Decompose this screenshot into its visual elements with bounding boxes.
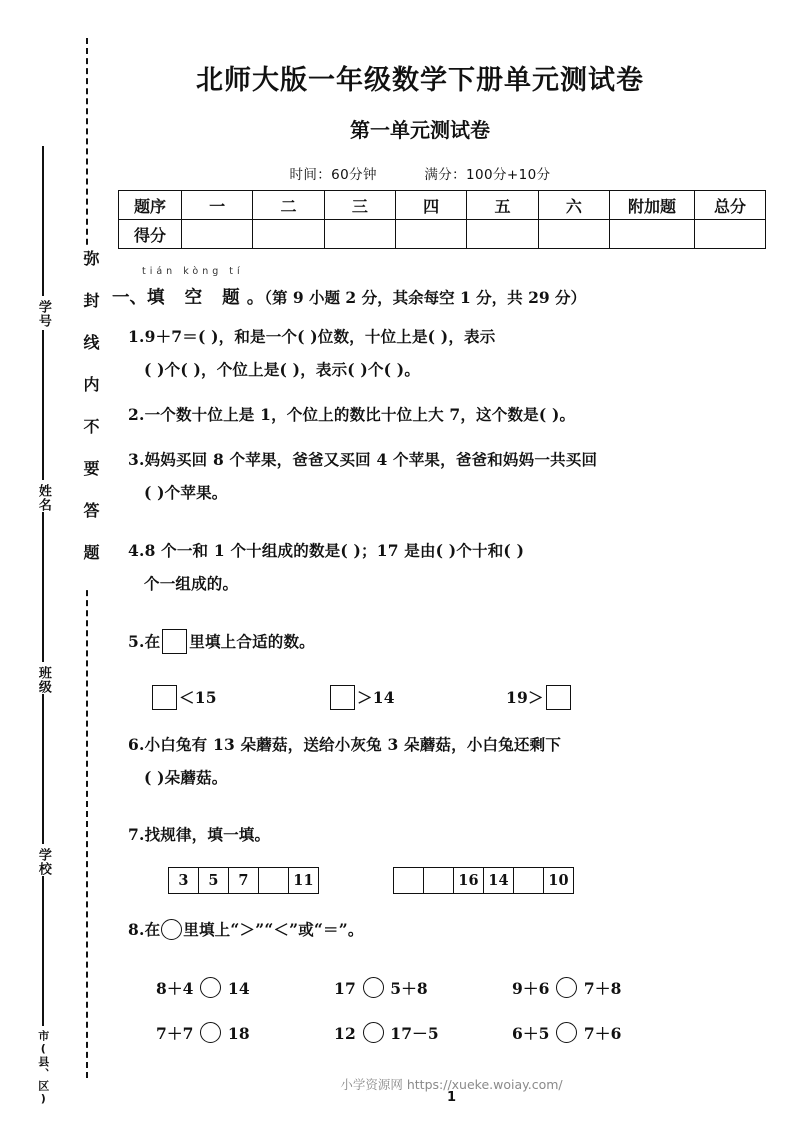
question-8-row-2 bbox=[128, 1017, 778, 1050]
comparison-item bbox=[156, 1017, 334, 1050]
answer-circle[interactable] bbox=[200, 1022, 221, 1043]
question-8 bbox=[128, 913, 778, 1050]
score-cell-6[interactable] bbox=[538, 220, 609, 249]
comparison-right-expr: 7＋6 bbox=[583, 1024, 622, 1043]
unit-title: 第一单元测试卷 bbox=[350, 118, 490, 142]
question-4-line-1: 4.8 个一和 1 个十组成的数是( )；17 是由( )个十和( ) bbox=[128, 541, 525, 560]
section-title: 填 空 题 bbox=[147, 288, 247, 308]
sequence-cell[interactable]: 16 bbox=[453, 867, 483, 894]
seal-field-student-id bbox=[26, 146, 60, 328]
sequence-cell[interactable]: 7 bbox=[228, 867, 258, 894]
comparison-right-expr: 17－5 bbox=[390, 1024, 439, 1043]
seal-field-label: 班级 bbox=[35, 666, 51, 694]
question-5-stem-suffix: 里填上合适的数。 bbox=[189, 632, 315, 651]
sequence-cell[interactable] bbox=[393, 867, 423, 894]
score-cell-4[interactable] bbox=[395, 220, 466, 249]
comparison-right-value: 14 bbox=[372, 688, 395, 707]
question-7-strips bbox=[128, 867, 778, 894]
answer-box[interactable] bbox=[162, 629, 187, 654]
sequence-cell[interactable] bbox=[258, 867, 288, 894]
sequence-cell[interactable]: 5 bbox=[198, 867, 228, 894]
score-cell-bonus[interactable] bbox=[610, 220, 695, 249]
answer-circle[interactable] bbox=[556, 977, 577, 998]
exam-sheet bbox=[110, 0, 793, 1121]
sequence-cell[interactable]: 14 bbox=[483, 867, 513, 894]
section-heading-line bbox=[112, 284, 772, 309]
question-1 bbox=[128, 320, 778, 386]
section-heading-fill-in-blanks bbox=[112, 268, 772, 309]
seal-dashed-divider bbox=[76, 38, 98, 1078]
seal-rule bbox=[42, 876, 44, 1026]
table-header-cell-1: 一 bbox=[182, 191, 253, 220]
comparison-operator: ＞ bbox=[357, 688, 373, 707]
page-number: 1 bbox=[446, 1090, 457, 1105]
question-5-item-3 bbox=[506, 681, 573, 714]
question-5-stem bbox=[128, 625, 778, 658]
comparison-right-value: 15 bbox=[194, 688, 217, 707]
table-row-scores bbox=[119, 220, 766, 249]
answer-box[interactable] bbox=[330, 685, 355, 710]
question-1-line-1: 1.9＋7＝( )，和是一个( )位数，十位上是( )，表示 bbox=[128, 327, 496, 346]
table-header-cell-4: 四 bbox=[395, 191, 466, 220]
table-header-cell-3: 三 bbox=[324, 191, 395, 220]
sealing-margin bbox=[0, 0, 110, 1121]
answer-circle[interactable] bbox=[363, 977, 384, 998]
question-8-stem bbox=[128, 913, 778, 946]
seal-rule bbox=[42, 694, 44, 844]
comparison-left-expr: 17 bbox=[334, 979, 356, 998]
seal-field-class bbox=[26, 512, 60, 694]
question-8-stem-suffix: 里填上“＞”“＜”或“＝”。 bbox=[183, 920, 364, 939]
question-2-line-1: 2.一个数十位上是 1，个位上的数比十位上大 7，这个数是( )。 bbox=[128, 405, 576, 424]
question-5 bbox=[128, 625, 778, 714]
seal-warning-text: 弥封线内不要答题 bbox=[76, 248, 98, 588]
question-5-item-1 bbox=[150, 681, 328, 714]
question-5-stem-prefix: 5.在 bbox=[128, 632, 161, 651]
question-5-items bbox=[128, 681, 778, 714]
comparison-left-expr: 9＋6 bbox=[512, 979, 550, 998]
comparison-left-value: 19 bbox=[506, 688, 528, 707]
comparison-right-expr: 7＋8 bbox=[583, 979, 622, 998]
answer-box[interactable] bbox=[152, 685, 177, 710]
seal-field-label: 市(县、区) bbox=[36, 1030, 50, 1106]
table-header-cell-bonus: 附加题 bbox=[610, 191, 695, 220]
comparison-right-expr: 14 bbox=[227, 979, 250, 998]
question-5-item-2 bbox=[328, 681, 506, 714]
question-4-line-2: 个一组成的。 bbox=[144, 574, 239, 593]
sequence-cell[interactable]: 11 bbox=[288, 867, 319, 894]
comparison-operator: ＞ bbox=[527, 688, 544, 707]
row-header-score: 得分 bbox=[119, 220, 182, 249]
comparison-operator: ＜ bbox=[179, 688, 195, 707]
seal-field-school bbox=[26, 694, 60, 876]
question-7 bbox=[128, 818, 778, 894]
question-6 bbox=[128, 728, 778, 794]
question-8-stem-prefix: 8.在 bbox=[128, 920, 161, 939]
comparison-left-expr: 12 bbox=[334, 1024, 356, 1043]
score-cell-total[interactable] bbox=[695, 220, 766, 249]
score-table bbox=[118, 190, 766, 249]
watermark: 小学资源网 https://xueke.woiay.com/ bbox=[340, 1077, 563, 1092]
question-8-row-1 bbox=[128, 972, 778, 1005]
number-sequence-strip-2 bbox=[393, 867, 574, 894]
seal-rule bbox=[42, 146, 44, 296]
table-header-cell-5: 五 bbox=[467, 191, 538, 220]
question-2 bbox=[128, 398, 778, 431]
section-period: 。 bbox=[246, 288, 265, 308]
comparison-item bbox=[512, 1017, 690, 1050]
exam-meta bbox=[110, 163, 730, 183]
question-1-line-2: ( )个( )，个位上是( )，表示( )个( )。 bbox=[144, 360, 421, 379]
question-6-line-2: ( )朵蘑菇。 bbox=[144, 768, 228, 787]
answer-circle[interactable] bbox=[161, 919, 182, 940]
score-cell-3[interactable] bbox=[324, 220, 395, 249]
question-4 bbox=[128, 534, 778, 600]
sequence-cell[interactable]: 10 bbox=[543, 867, 574, 894]
sequence-cell[interactable] bbox=[513, 867, 543, 894]
seal-field-city-district bbox=[26, 876, 60, 1106]
section-pinyin: tián kòng tí bbox=[142, 266, 244, 277]
row-header-question-order: 题序 bbox=[119, 191, 182, 220]
comparison-right-expr: 5＋8 bbox=[390, 979, 428, 998]
score-cell-5[interactable] bbox=[467, 220, 538, 249]
seal-rule bbox=[42, 330, 44, 480]
answer-box[interactable] bbox=[546, 685, 571, 710]
number-sequence-strip-1 bbox=[168, 867, 319, 894]
table-header-cell-total: 总分 bbox=[695, 191, 766, 220]
comparison-item bbox=[334, 1017, 512, 1050]
section-points: （第 9 小题 2 分，其余每空 1 分，共 29 分） bbox=[264, 288, 587, 307]
page-title: 北师大版一年级数学下册单元测试卷 bbox=[196, 65, 644, 96]
full-score-label: 满分：100分+10分 bbox=[424, 167, 551, 183]
table-header-cell-2: 二 bbox=[253, 191, 324, 220]
sequence-cell[interactable] bbox=[423, 867, 453, 894]
seal-rule bbox=[42, 512, 44, 662]
comparison-left-expr: 6＋5 bbox=[512, 1024, 550, 1043]
question-7-stem: 7.找规律，填一填。 bbox=[128, 825, 271, 844]
answer-circle[interactable] bbox=[363, 1022, 384, 1043]
question-6-line-1: 6.小白兔有 13 朵蘑菇，送给小灰兔 3 朵蘑菇，小白兔还剩下 bbox=[128, 735, 562, 754]
sequence-cell[interactable]: 3 bbox=[168, 867, 198, 894]
seal-field-label: 姓名 bbox=[35, 484, 51, 512]
answer-circle[interactable] bbox=[200, 977, 221, 998]
comparison-right-expr: 18 bbox=[227, 1024, 250, 1043]
question-3-line-1: 3.妈妈买回 8 个苹果，爸爸又买回 4 个苹果，爸爸和妈妈一共买回 bbox=[128, 450, 598, 469]
seal-field-label: 学号 bbox=[35, 300, 51, 328]
table-row-question-order bbox=[119, 191, 766, 220]
table-header-cell-6: 六 bbox=[538, 191, 609, 220]
answer-circle[interactable] bbox=[556, 1022, 577, 1043]
score-cell-1[interactable] bbox=[182, 220, 253, 249]
time-limit-label: 时间：60分钟 bbox=[289, 167, 377, 183]
seal-field-label: 学校 bbox=[35, 848, 51, 876]
comparison-item bbox=[334, 972, 512, 1005]
score-cell-2[interactable] bbox=[253, 220, 324, 249]
question-3 bbox=[128, 443, 778, 509]
comparison-left-expr: 7＋7 bbox=[156, 1024, 194, 1043]
comparison-left-expr: 8＋4 bbox=[156, 979, 194, 998]
question-3-line-2: ( )个苹果。 bbox=[144, 483, 228, 502]
seal-field-name bbox=[26, 330, 60, 512]
comparison-item bbox=[156, 972, 334, 1005]
section-number: 一、 bbox=[112, 288, 147, 308]
comparison-item bbox=[512, 972, 690, 1005]
